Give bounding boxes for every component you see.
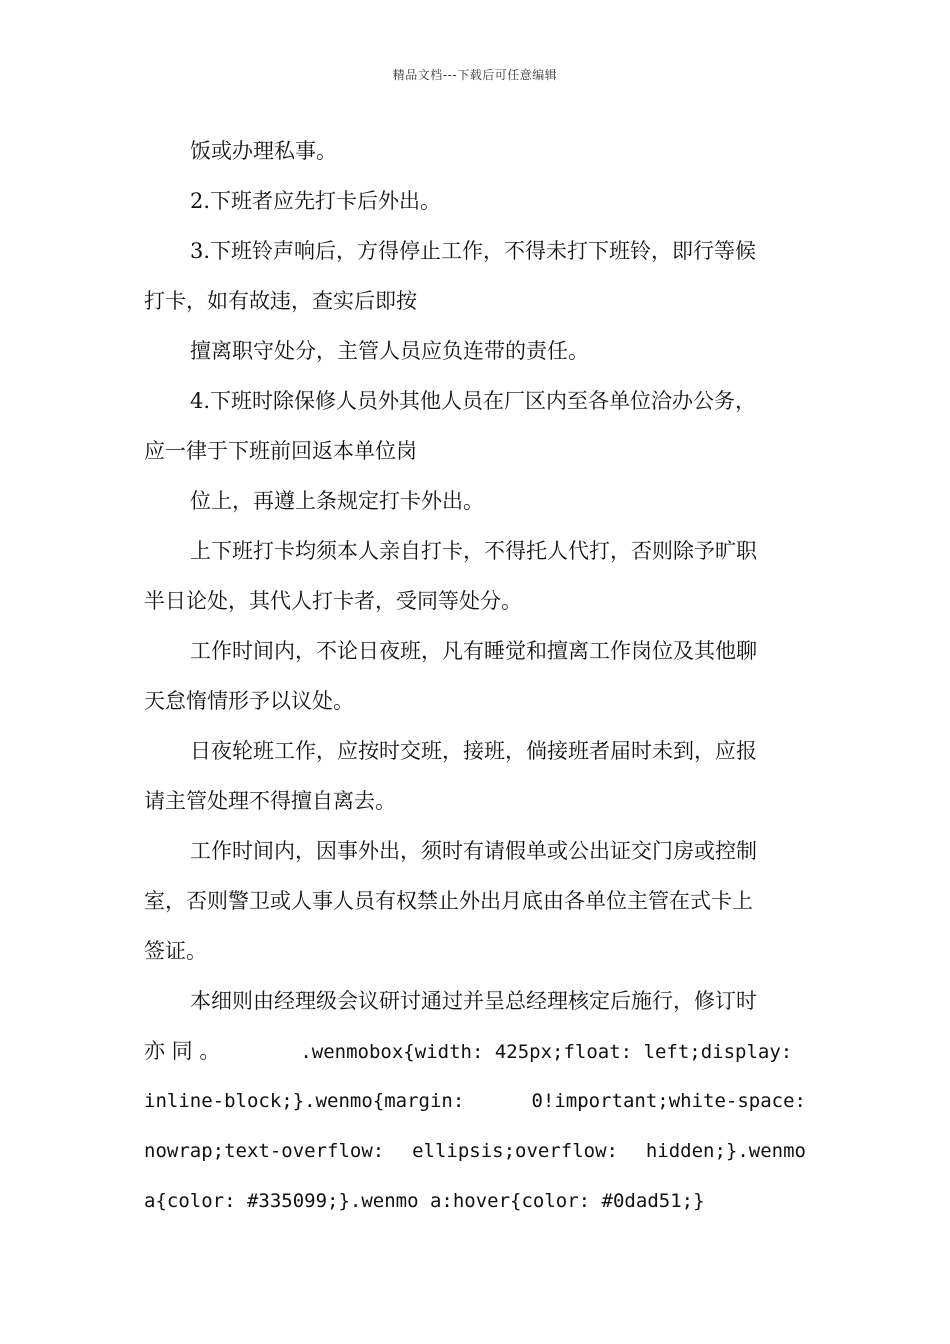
paragraph-line: 签证。 xyxy=(144,939,207,963)
css-code-line: inline-block;}.wenmo{margin: 0!important;white-space: xyxy=(144,1090,806,1112)
css-code-fragment: .wenmobox{width: 425px;float: left;display: xyxy=(300,1041,793,1063)
paragraph-line: 天怠惰情形予以议处。 xyxy=(144,689,354,713)
css-code-line: a{color: #335099;}.wenmo a:hover{color: #0dad51;} xyxy=(144,1190,705,1212)
css-code-line: nowrap;text-overflow: ellipsis;overflow: hidden;}.wenmo xyxy=(144,1140,806,1162)
paragraph-line: 位上，再遵上条规定打卡外出。 xyxy=(190,489,484,513)
paragraph-line: 3.下班铃声响后，方得停止工作，不得未打下班铃，即行等候 xyxy=(190,239,757,263)
paragraph-line: 工作时间内，不论日夜班，凡有睡觉和擅离工作岗位及其他聊 xyxy=(190,639,757,663)
paragraph-line: 工作时间内，因事外出，须时有请假单或公出证交门房或控制 xyxy=(190,839,757,863)
paragraph-line: 4.下班时除保修人员外其他人员在厂区内至各单位洽办公务， xyxy=(190,389,757,413)
paragraph-line: 打卡，如有故违，查实后即按 xyxy=(144,289,417,313)
paragraph-line: 请主管处理不得擅自离去。 xyxy=(144,789,396,813)
paragraph-line: 擅离职守处分，主管人员应负连带的责任。 xyxy=(190,339,589,363)
paragraph-line: 室，否则警卫或人事人员有权禁止外出月底由各单位主管在式卡上 xyxy=(144,889,753,913)
paragraph-fragment: 亦 同 。 xyxy=(144,1039,221,1063)
paragraph-line: 应一律于下班前回返本单位岗 xyxy=(144,439,417,463)
paragraph-line: 2.下班者应先打卡后外出。 xyxy=(190,189,442,213)
document-body xyxy=(144,126,806,1226)
mixed-line xyxy=(144,1026,806,1076)
paragraph-line: 本细则由经理级会议研讨通过并呈总经理核定后施行，修订时 xyxy=(190,989,757,1013)
paragraph-line: 上下班打卡均须本人亲自打卡，不得托人代打，否则除予旷职 xyxy=(190,539,757,563)
paragraph-line: 日夜轮班工作，应按时交班，接班，倘接班者届时未到，应报 xyxy=(190,739,757,763)
paragraph-line: 半日论处，其代人打卡者，受同等处分。 xyxy=(144,589,522,613)
page-header: 精品文档---下载后可任意编辑 xyxy=(392,68,558,82)
paragraph-line: 饭或办理私事。 xyxy=(190,139,337,163)
